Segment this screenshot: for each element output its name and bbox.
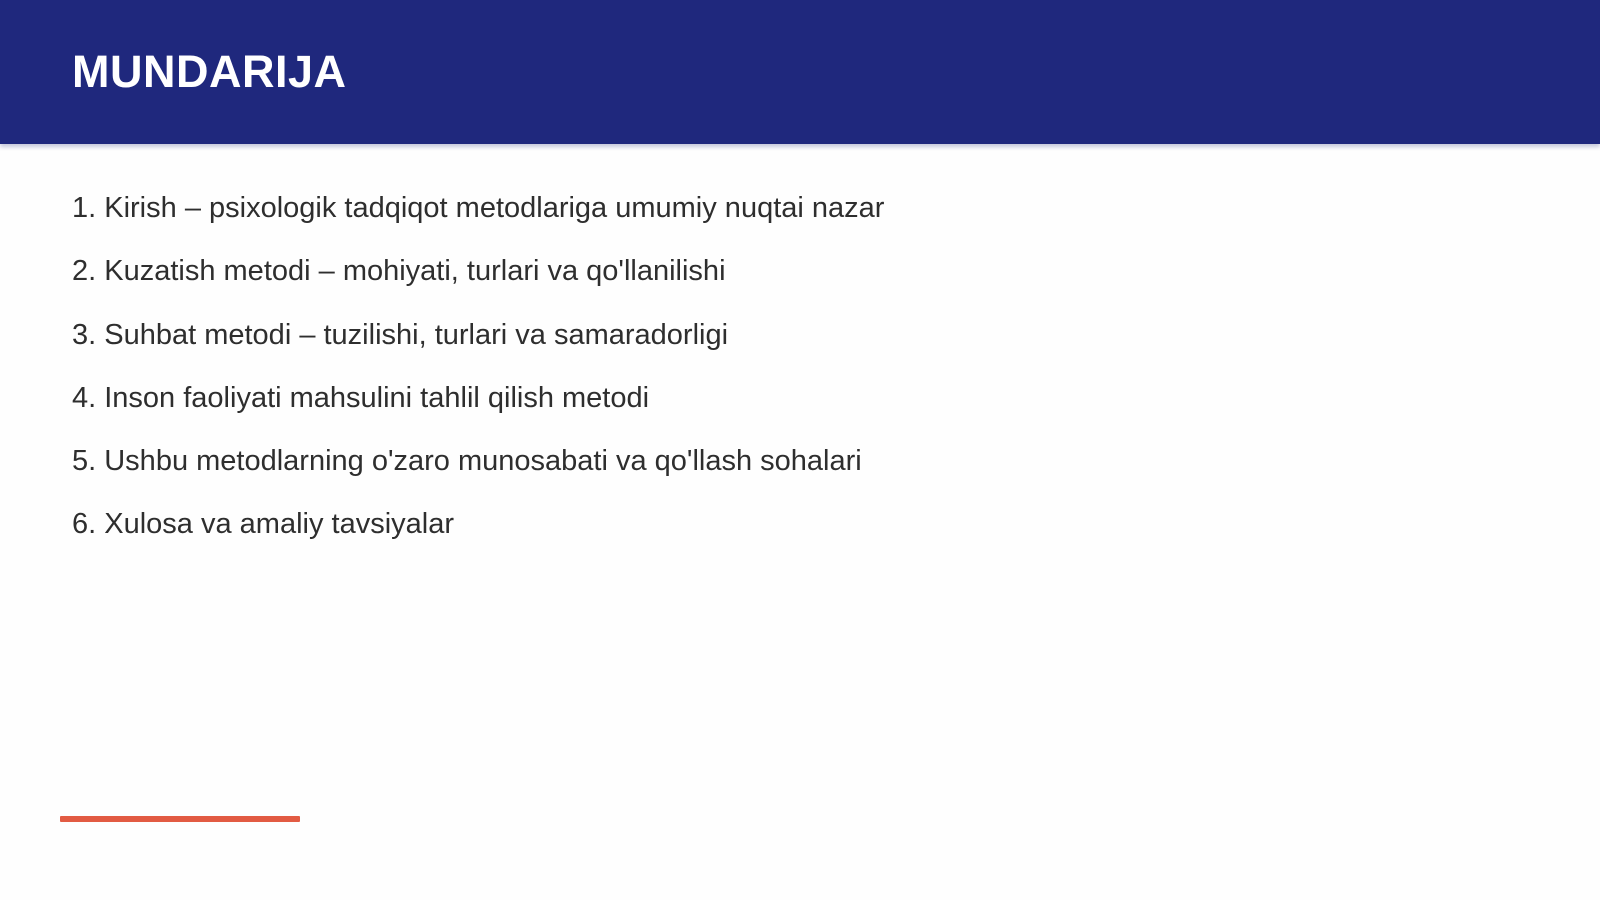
accent-divider [60,816,300,822]
toc-item-2: 2. Kuzatish metodi – mohiyati, turlari va qo'llanilishi [72,255,726,288]
toc-item-4: 4. Inson faoliyati mahsulini tahlil qilish metodi [72,381,650,414]
header-bar [0,0,1600,144]
toc-item-6: 6. Xulosa va amaliy tavsiyalar [72,508,454,541]
slide-title: MUNDARIJA [72,46,347,97]
table-of-contents [72,186,884,566]
toc-item-3: 3. Suhbat metodi – tuzilishi, turlari va samaradorligi [72,318,729,351]
toc-item-5: 5. Ushbu metodlarning o'zaro munosabati va qo'llash sohalari [72,445,862,478]
toc-item-1: 1. Kirish – psixologik tadqiqot metodlariga umumiy nuqtai nazar [72,192,885,224]
